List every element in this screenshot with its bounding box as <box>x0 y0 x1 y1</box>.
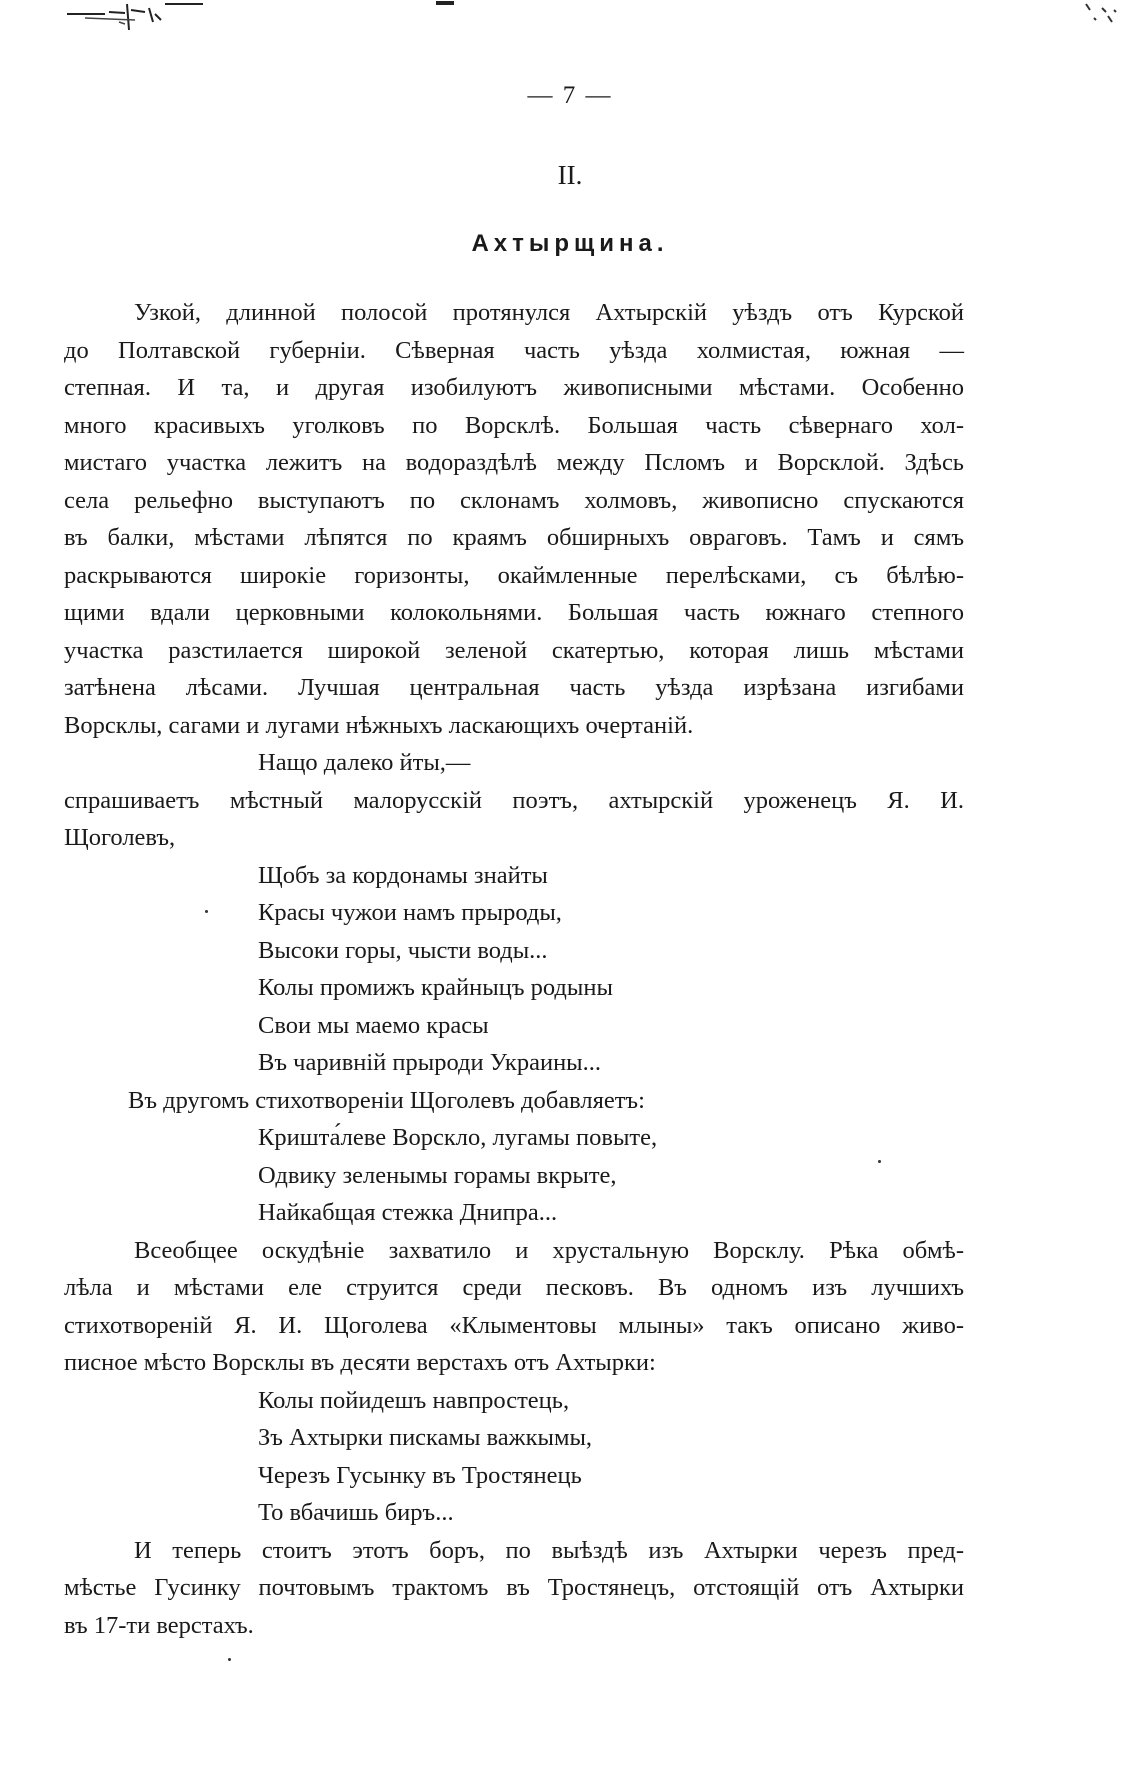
paragraph-line: стихотвореній Я. И. Щоголева «Клыментовы млыны» такъ описано живо- <box>64 1311 964 1339</box>
verse-line: Черезъ Гусынку въ Тростянець <box>258 1461 582 1489</box>
chapter-title: Ахтырщина. <box>471 230 669 257</box>
paragraph-line: степная. И та, и другая изобилуютъ живописными мѣстами. Особенно <box>64 374 964 401</box>
verse-line: Одвику зеленымы горамы вкрыте, <box>258 1161 617 1189</box>
scan-smudge-right <box>1080 0 1130 30</box>
text-body <box>64 294 964 1644</box>
verse-line: Нащо далеко йты,— <box>258 749 471 776</box>
paragraph-line: И теперь стоитъ этотъ боръ, по выѣздѣ изъ Ахтырки черезъ пред- <box>134 1536 964 1564</box>
paragraph-line: мистаго участка лежитъ на водораздѣлѣ между Псломъ и Ворсклой. Здѣсь <box>64 449 964 476</box>
verse-line: Колы промижъ крайныцъ родыны <box>258 974 613 1001</box>
paragraph-line: мѣстье Гусинку почтовымъ трактомъ въ Тростянецъ, отстоящій отъ Ахтырки <box>64 1574 964 1601</box>
paragraph-line: много красивыхъ уголковъ по Ворсклѣ. Большая часть сѣвернаго хол- <box>64 411 964 439</box>
verse-line: Въ чаривній прыроди Украины... <box>258 1049 602 1076</box>
paragraph-line: Щоголевъ, <box>64 824 176 851</box>
verse-line: Свои мы маемо красы <box>258 1011 489 1039</box>
paragraph-line: участка разстилается широкой зеленой скатертью, которая лишь мѣстами <box>64 636 964 664</box>
page-number: — 7 — <box>527 82 613 109</box>
paragraph-line: села рельефно выступаютъ по склонамъ холмовъ, живописно спускаются <box>64 486 964 514</box>
verse-line: Красы чужои намъ прыроды, <box>258 899 562 926</box>
paragraph-line: Всеобщее оскудѣніе захватило и хрустальную Ворсклу. Рѣка обмѣ- <box>134 1236 964 1264</box>
scan-speck <box>878 1160 881 1163</box>
verse-line: Кришта́леве Ворскло, лугамы повыте, <box>258 1124 658 1151</box>
paragraph-line: Ворсклы, сагами и лугами нѣжныхъ ласкающихъ очертаній. <box>64 711 694 739</box>
scan-smudge-left <box>65 0 205 30</box>
verse-line: Найкабщая стежка Днипра... <box>258 1199 558 1226</box>
paragraph-line: до Полтавской губерніи. Сѣверная часть уѣзда холмистая, южная — <box>64 336 964 364</box>
paragraph-line: затѣнена лѣсами. Лучшая центральная часть уѣзда изрѣзана изгибами <box>64 674 964 701</box>
verse-line: То вбачишь биръ... <box>258 1499 454 1526</box>
paragraph-line: въ 17-ти верстахъ. <box>64 1611 254 1639</box>
paragraph-line: Узкой, длинной полосой протянулся Ахтырскій уѣздъ отъ Курской <box>134 299 964 326</box>
paragraph-line: лѣла и мѣстами еле струится среди песковъ. Въ одномъ изъ лучшихъ <box>64 1274 964 1301</box>
verse-line: Щобъ за кордонамы знайты <box>258 861 548 889</box>
verse-line: Зъ Ахтырки пискамы важкымы, <box>258 1424 593 1451</box>
paragraph-line: щими вдали церковными колокольнями. Большая часть южнаго степного <box>64 599 964 626</box>
verse-line: Высоки горы, чысти воды... <box>258 936 548 964</box>
scan-smudge-mid <box>436 0 456 8</box>
paragraph-line: Въ другомъ стихотвореніи Щоголевъ добавляетъ: <box>128 1086 645 1114</box>
verse-line: Колы пойидешъ навпростець, <box>258 1386 570 1414</box>
paragraph-line: раскрываются широкіе горизонты, окаймленные перелѣсками, съ бѣлѣю- <box>64 561 964 589</box>
paragraph-line: въ балки, мѣстами лѣпятся по краямъ обширныхъ овраговъ. Тамъ и сямъ <box>64 524 964 551</box>
paragraph-line: спрашиваетъ мѣстный малорусскій поэтъ, ахтырскій уроженецъ Я. И. <box>64 786 964 814</box>
paragraph-line: писное мѣсто Ворсклы въ десяти верстахъ отъ Ахтырки: <box>64 1349 656 1376</box>
scan-speck <box>228 1658 231 1661</box>
scan-speck <box>205 910 208 913</box>
chapter-number: II. <box>557 160 583 190</box>
